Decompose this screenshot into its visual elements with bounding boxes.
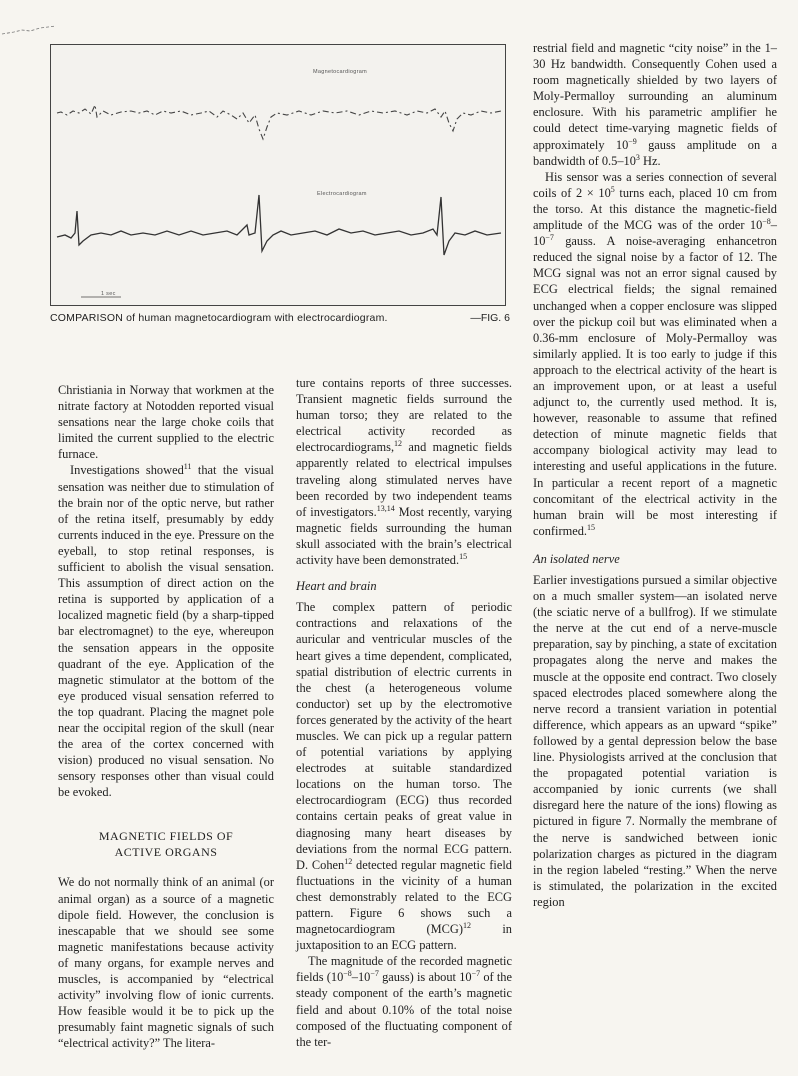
time-scale-label: 1 sec [101, 291, 116, 297]
text-column-2 [296, 375, 512, 1050]
paragraph: Earlier investigations pursued a similar objective on a much smaller system—an isolated nerve (the sciatic nerve of a bullfrog). If we stimulate the nerve at the cut end of a nerve-muscle preparation, say by pinching, a state of excitation propagates along the nerve and makes the muscle at the opposite end contract. Two closely spaced electrodes placed somewhere along the nerve record a transient variation in potential difference, which appears as an upward “spike” followed by a gental depression below the base line. Physiologists arrived at the conclusion that the propagated potential variation is accompanied by ionic currents (we shall disregard here the nature of the ions) flowing as pictured in figure 7. Normally the membrane of the nerve is sandwiched between ionic polarization charges as pictured in the diagram in the region labeled “resting.” When the nerve is stimulated, the polarization in the excited region [533, 573, 777, 909]
figure-6-traces [50, 44, 506, 306]
subsection-heading: An isolated nerve [533, 551, 620, 566]
subsection-heading: Heart and brain [296, 579, 377, 594]
paragraph: restrial field and magnetic “city noise” in the 1–30 Hz bandwidth. Consequently Cohen used a room magnetically shielded by two layers of Moly-Permalloy surrounding an aluminum enclosure. With his parametric amplifier he could detect time-varying magnetic fields of approximately $10^{-9}$ gauss amplitude on a bandwidth of $0.5-10^3$ Hz. [533, 41, 777, 168]
paragraph: The complex pattern of periodic contractions and relaxations of the auricular and ventricular muscles of the heart gives a time dependent, complicated, spatial distribution of electric currents in the chest (a heterogeneous volume conductor) set up by the electromotive forces generated by the activity of the heart muscles. We can pick up a regular pattern of potential variations by applying electrodes at suitable standardized locations on the human torso. The electrocardiogram (ECG) thus recorded contains certain peaks of great value in diagnosing many heart diseases by deviations from the normal ECG pattern. D. Cohen$^{12}$ detected regular magnetic field fluctuations in the vicinity of a human chest demonstrably related to the ECG pattern. Figure 6 shows such a magnetocardiogram (MCG)$^{12}$ in juxtaposition to an ECG pattern. [296, 600, 512, 953]
paragraph: Investigations showed$^{11}$ that the visual sensation was neither due to stimulation of the brain nor of the optic nerve, but rather of the retina itself, presumably by eddy currents induced in the eye. Pressure on the eyeball, to stop retinal responses, is sufficient to abolish the visual sensation. This assumption of direct action on the retina is supported by application of a localized magnetic field (by a sharp-tipped bar electromagnet) to the eye, whereupon the sensation appears in the opposite quadrant of the eye. Application of the magnetic stimulator at the bottom of the eye produced visual sensation referred to the top quadrant. Placing the magnet pole near the occipital region of the skull (near the area of the cortex concerned with vision) produced no visual sensation. No sensory responses other than visual could be evoked. [58, 462, 274, 800]
paragraph: The magnitude of the recorded magnetic fields ($10^{-8}-10^{-7}$ gauss) is about $10^{-7}$ of the steady component of the earth’s magnetic field and about 0.10% of the total noise composed of the fluctuating component of the ter- [296, 954, 512, 1049]
ecg-trace-label: Electrocardiogram [317, 191, 367, 197]
paragraph: ture contains reports of three successes. Transient magnetic fields surround the human torso; they are related to the electrical activity recorded as electrocardiograms,$^{12}$ and magnetic fields apparently related to electrical impulses traveling along stimulated nerves have been recorded by two independent teams of investigators.$^{13,14}$ Most recently, varying magnetic fields surrounding the human skull associated with the brain’s electrical activity have been demonstrated.$^{15}$ [296, 376, 513, 568]
paragraph: His sensor was a series connection of several coils of $2 \times 10^5$ turns each, placed 10 cm from the torso. At this distance the magnetic-field amplitude of the MCG was of the order $10^{-8}-10^{-7}$ gauss. A noise-averaging enhancetron reduced the signal noise by a factor of 12. The MCG signal was not an error signal caused by ECG electrical fields; the signal remained unchanged when a copper enclosure was slipped over the pickup coil but was eliminated when a 0.36-mm enclosure of Moly-Permalloy was similarly applied. It is too early to judge if this approach to the electrical activity of the heart is an improvement upon, or at least a useful adjunct to, the currently used method. It is, however, reasonable to assume that refined detection of minute magnetic fields that accompany biological activity may lead to interesting and useful applications in the future. In particular a recent report of a magnetic concomitant of the electrical activity in the human brain will be most interesting if confirmed.$^{15}$ [533, 169, 777, 538]
mcg-trace [57, 105, 501, 139]
mcg-trace-label: Magnetocardiogram [313, 69, 368, 75]
text-column-3 [533, 40, 777, 910]
scanner-artifact-mark [0, 18, 60, 38]
figure-caption [50, 312, 510, 324]
text-column-1 [58, 382, 274, 1051]
section-heading: MAGNETIC FIELDS OF ACTIVE ORGANS [98, 829, 234, 860]
figure-number: —FIG. 6 [470, 312, 510, 324]
paragraph: Christiania in Norway that workmen at the nitrate factory at Notodden reported visual sensations near the large choke coils that limited the current supplied to the electric furnace. [58, 383, 274, 462]
ecg-trace [57, 195, 501, 255]
paragraph: We do not normally think of an animal (or animal organ) as a source of a magnetic dipole field. However, the conclusion is inescapable that we should see some magnetic manifestations because activity of many organs, for example nerves and muscles, is accompanied by “electrical activity” involving flow of ionic currents. How feasible would it be to pick up the presumably faint magnetic signals of such “electrical activity?” The litera- [58, 875, 274, 1051]
figure-caption-text: COMPARISON of human magnetocardiogram with electrocardiogram. [50, 312, 388, 324]
